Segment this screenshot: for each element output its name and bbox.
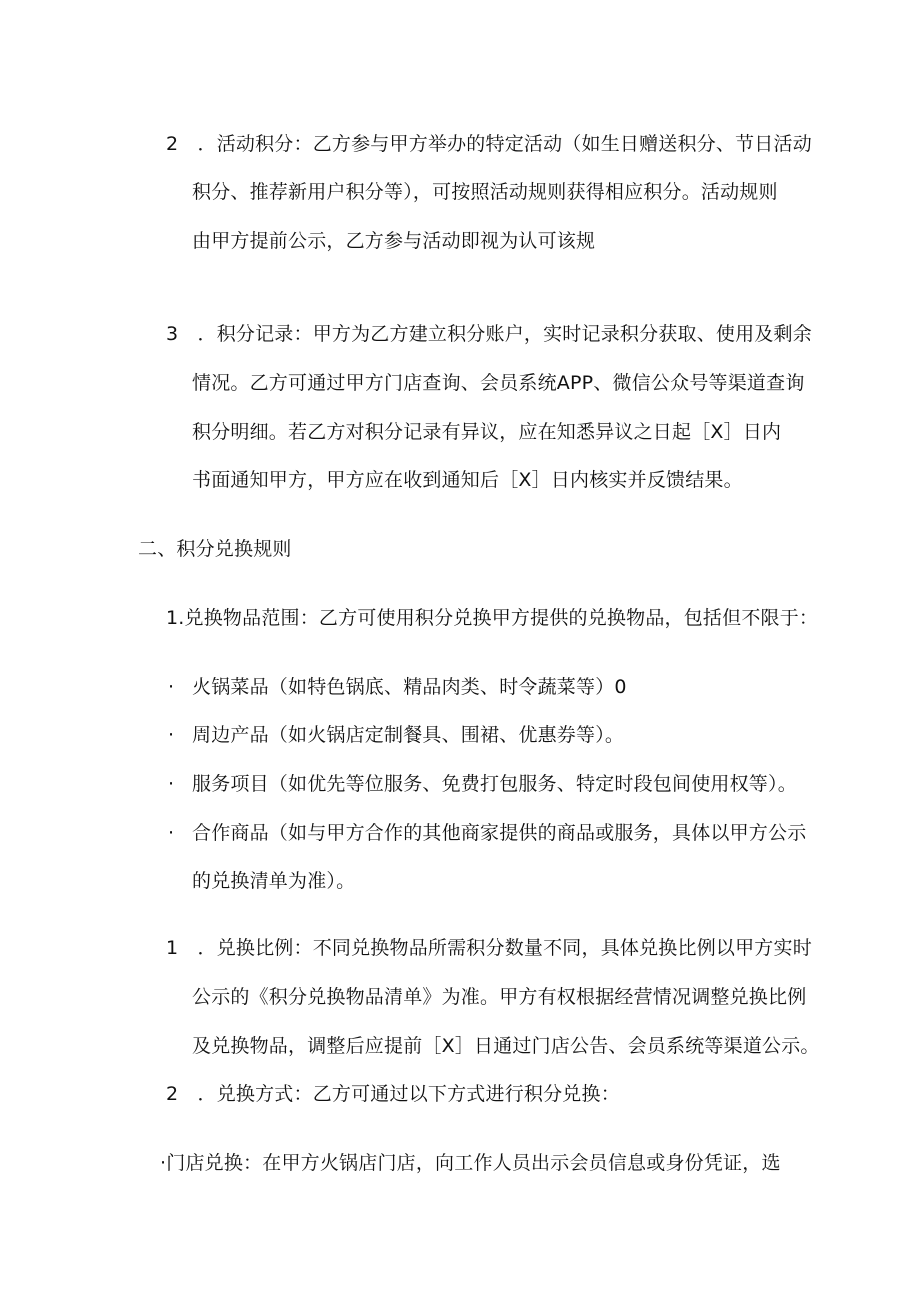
bullet-marker: · [168,676,175,698]
method-line-1: 2 ．兑换方式：乙方可通过以下方式进行积分兑换： [166,1083,620,1105]
ratio-line-1: 1 ．兑换比例：不同兑换物品所需积分数量不同，具体兑换比例以甲方实时 [166,937,812,959]
bullet-item-partner-goods-cont: 的兑换清单为准）。 [192,870,356,892]
item-3-line-1: 3 ．积分记录：甲方为乙方建立积分账户，实时记录积分获取、使用及剩余 [166,323,812,345]
ratio-line-3: 及兑换物品，调整后应提前［X］日通过门店公告、会员系统等渠道公示。 [192,1035,820,1057]
bullet-marker: · [168,724,175,746]
item-2-line-1: 2 ．活动积分：乙方参与甲方举办的特定活动（如生日赠送积分、节日活动 [166,133,812,155]
section-2-heading: 二、积分兑换规则 [138,538,292,560]
item-3-line-2: 情况。乙方可通过甲方门店查询、会员系统APP、微信公众号等渠道查询 [192,372,805,394]
item-2-line-3: 由甲方提前公示，乙方参与活动即视为认可该规 [192,230,596,252]
bullet-item-services: 服务项目（如优先等位服务、免费打包服务、特定时段包间使用权等）。 [192,773,797,795]
bullet-marker: · [168,822,175,844]
scope-intro: 1.兑换物品范围：乙方可使用积分兑换甲方提供的兑换物品，包括但不限于： [166,607,819,629]
ratio-line-2: 公示的《积分兑换物品清单》为准。甲方有权根据经营情况调整兑换比例 [192,986,807,1008]
item-2-line-2: 积分、推荐新用户积分等），可按照活动规则获得相应积分。活动规则 [192,181,778,203]
item-3-line-4: 书面通知甲方，甲方应在收到通知后［X］日内核实并反馈结果。 [192,469,743,491]
item-3-line-3: 积分明细。若乙方对积分记录有异议，应在知悉异议之日起［X］日内 [192,421,782,443]
bullet-item-partner-goods: 合作商品（如与甲方合作的其他商家提供的商品或服务，具体以甲方公示 [192,822,807,844]
store-line-1: ·门店兑换：在甲方火锅店门店，向工作人员出示会员信息或身份凭证，选 [160,1152,781,1174]
bullet-item-merchandise: 周边产品（如火锅店定制餐具、围裙、优惠券等）。 [192,724,625,746]
bullet-item-hotpot-dishes: 火锅菜品（如特色锅底、精品肉类、时令蔬菜等）0 [192,676,627,698]
bullet-marker: · [168,773,175,795]
